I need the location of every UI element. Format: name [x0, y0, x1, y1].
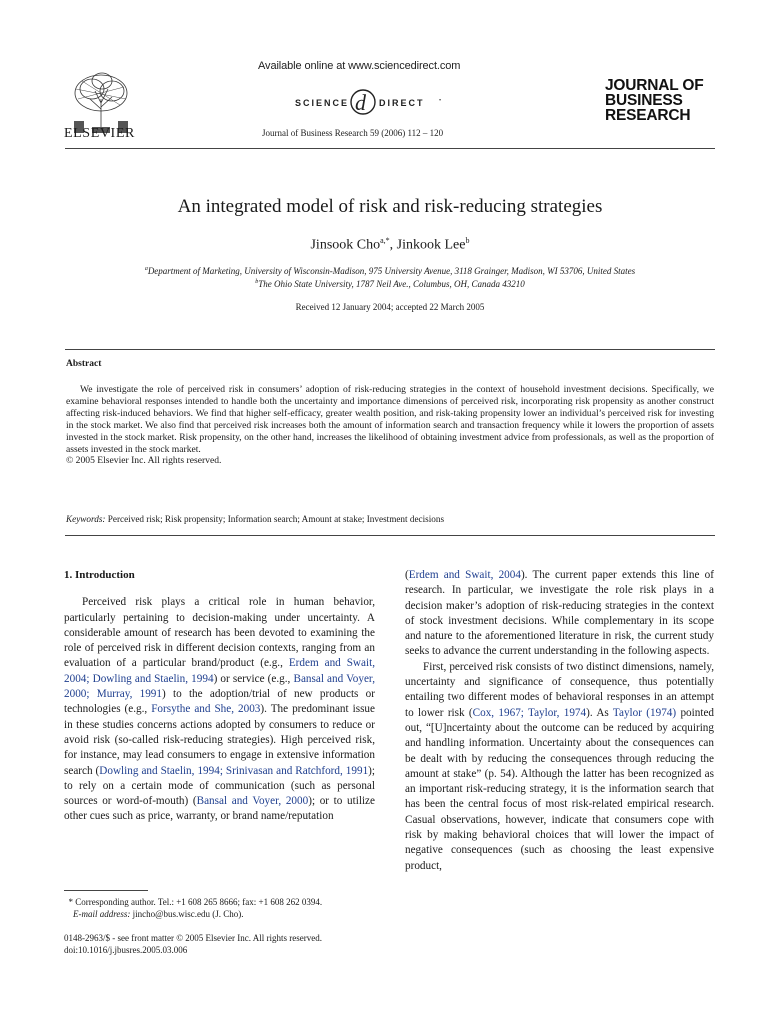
sd-right-text: DIRECT: [379, 98, 425, 108]
sciencedirect-logo[interactable]: [295, 80, 485, 120]
aff-sup: b: [255, 279, 259, 285]
sd-left-text: SCIENCE: [295, 98, 350, 108]
text-run: ). As: [586, 706, 613, 719]
abstract-bottom-divider: [65, 535, 715, 536]
intro-paragraph: [64, 595, 375, 824]
article-title: An integrated model of risk and risk-reducing strategies: [177, 196, 603, 217]
citation-link[interactable]: Bansal and Voyer, 2000; Murray, 1991: [64, 672, 376, 701]
text-run: ). The predominant issue in these studies concerns actions adopted by consumers to reduce or avoid risk (so-called risk-reducing strategies). High perceived risk, for instance, may lead consumers to engage in extensive information search (: [64, 703, 375, 777]
text-run: (: [405, 569, 409, 581]
text-run: ) or service (e.g.,: [213, 672, 294, 685]
citation-link[interactable]: Forsythe and She, 2003: [151, 703, 261, 716]
text-run: ) to the adoption/trial of new products or technologies (e.g.,: [64, 688, 375, 716]
citation-link[interactable]: Erdem and Swait, 2004: [408, 569, 521, 581]
aff-text: The Ohio State University, 1787 Neil Ave., Columbus, OH, Canada 43210: [258, 279, 525, 289]
journal-citation: Journal of Business Research 59 (2006) 112 – 120: [262, 128, 444, 138]
received-dates: Received 12 January 2004; accepted 22 March 2005: [295, 302, 485, 312]
author-name: Jinkook Lee: [396, 237, 466, 253]
journal-name-line-2: BUSINESS: [605, 92, 683, 109]
affiliation-b: [0, 279, 768, 289]
text-run: ); to rely on a certain mode of communication (such as personal sources or word-of-mouth) (: [64, 764, 376, 808]
continued-paragraph: [405, 568, 714, 660]
author-list: [0, 236, 768, 254]
keywords-label: Keywords:: [66, 514, 106, 524]
text-run: ); or to utilize other cues such as price, warranty, or brand name/reputation: [64, 795, 375, 823]
email-label: E-mail address:: [73, 909, 131, 919]
journal-name-line-3: RESEARCH: [605, 107, 691, 124]
author-name: Jinsook Cho: [310, 237, 381, 253]
left-column: [64, 568, 375, 825]
email-link[interactable]: jincho@bus.wisc.edu (J. Cho).: [132, 909, 244, 919]
citation-link[interactable]: Taylor (1974): [612, 706, 677, 719]
publisher-name: ELSEVIER: [64, 126, 135, 141]
footnote-corresponding: [64, 896, 376, 908]
issn-block: [64, 932, 376, 956]
text-run: Perceived risk plays a critical role in human behavior, particularly pertaining to decision-making under uncertainty. A considerable amount of research has been devoted to examining the role of perceived risk in different decision contexts, ranging from an evaluation of a particular brand/product (e.g.,: [64, 596, 375, 670]
keywords-line: [66, 514, 444, 524]
issn-line: 0148-2963/$ - see front matter © 2005 Elsevier Inc. All rights reserved.: [64, 933, 323, 943]
doi-line[interactable]: doi:10.1016/j.jbusres.2005.03.006: [64, 945, 188, 955]
citation-link[interactable]: Erdem and Swait, 2004; Dowling and Staelin, 1994: [64, 657, 375, 685]
available-online-text[interactable]: Available online at www.sciencedirect.com: [258, 60, 461, 72]
text-run: ). The current paper extends this line of research. In particular, we investigate the role risk plays in a decision maker’s adoption of risk-reducing strategies in the context of stock investment decisions. While complementary in its scope and nature to the aforementioned literature in risk, the current study seeks to advance the current understanding in the following aspects.: [405, 569, 714, 658]
abstract-heading: Abstract: [66, 359, 102, 369]
footnote-divider: [64, 890, 148, 891]
author-sup[interactable]: b: [465, 236, 470, 245]
section-heading: 1. Introduction: [64, 569, 135, 581]
author-separator: ,: [389, 237, 397, 253]
aff-sup: a: [144, 266, 148, 272]
sd-dot: •: [439, 98, 442, 104]
body-paragraph: [405, 660, 714, 874]
right-column: [405, 568, 714, 874]
journal-logo: [605, 78, 703, 123]
sd-d-glyph: d: [355, 90, 366, 115]
abstract-text: We investigate the role of perceived risk in consumers’ adoption of risk-reducing strategies in the context of household investment decisions. Specifically, we examine behavioral responses intended to handle both the uncertainty and importance dimensions of perceived risk, incorporating risk propensity as another construct affecting risk-induced behaviors. We find that higher self-efficacy, greater wealth position, and risk-taking propensity lower an individual’s perceived risk for investing in the stock market. We also find that perceived risk increases both the amount of information search and transaction frequency while it lowers the proportion of assets invested in the stock market. Risk propensity, on the other hand, increases the likelihood of obtaining investment advice from professionals, as well as the proportion of assets invested in the stock market.: [66, 384, 714, 455]
footnote-text: Corresponding author. Tel.: +1 608 265 8666; fax: +1 608 262 0394.: [75, 897, 323, 907]
citation-link[interactable]: Cox, 1967; Taylor, 1974: [472, 706, 587, 719]
citation-link[interactable]: Bansal and Voyer, 2000: [196, 795, 309, 808]
footnote-star: *: [68, 897, 73, 907]
text-run: First, perceived risk consists of two distinct dimensions, namely, uncertainty and significance of consequence, thus potentially entailing two different modes of behavioral responses in an attempt to lower risk (: [405, 660, 714, 719]
abstract-copyright: © 2005 Elsevier Inc. All rights reserved.: [66, 455, 222, 467]
footnote: [64, 896, 376, 920]
author-sup[interactable]: a,*: [380, 236, 390, 245]
citation-link[interactable]: Dowling and Staelin, 1994; Srinivasan and Ratchford, 1991: [99, 764, 369, 777]
keywords-text: Perceived risk; Risk propensity; Information search; Amount at stake; Investment decisions: [107, 514, 445, 524]
abstract-body: [66, 384, 714, 467]
aff-text: Department of Marketing, University of Wisconsin-Madison, 975 University Avenue, 3118 Grainger, Madison, WI 53706, United States: [147, 266, 636, 276]
footnote-email-line: [64, 908, 376, 920]
header-divider: [65, 148, 715, 149]
abstract-top-divider: [65, 349, 715, 350]
text-run: pointed out, “[U]ncertainty about the outcome can be reduced by acquiring and handling information. Uncertainty about the consequences can be dealt with by reducing the consequences through reducing the amount at stake” (p. 54). Although the latter has been recognized as an important risk-reducing strategy, it is the information search that has been the central focus of most risk-related empirical research. Casual observations, however, indicate that consumers cope with risk by making behavioral choices that will lower the impact of negative consequences (such as choosing the least expensive product,: [405, 706, 715, 872]
journal-name-line-1: JOURNAL OF: [605, 77, 704, 94]
affiliation-a: [0, 266, 768, 276]
